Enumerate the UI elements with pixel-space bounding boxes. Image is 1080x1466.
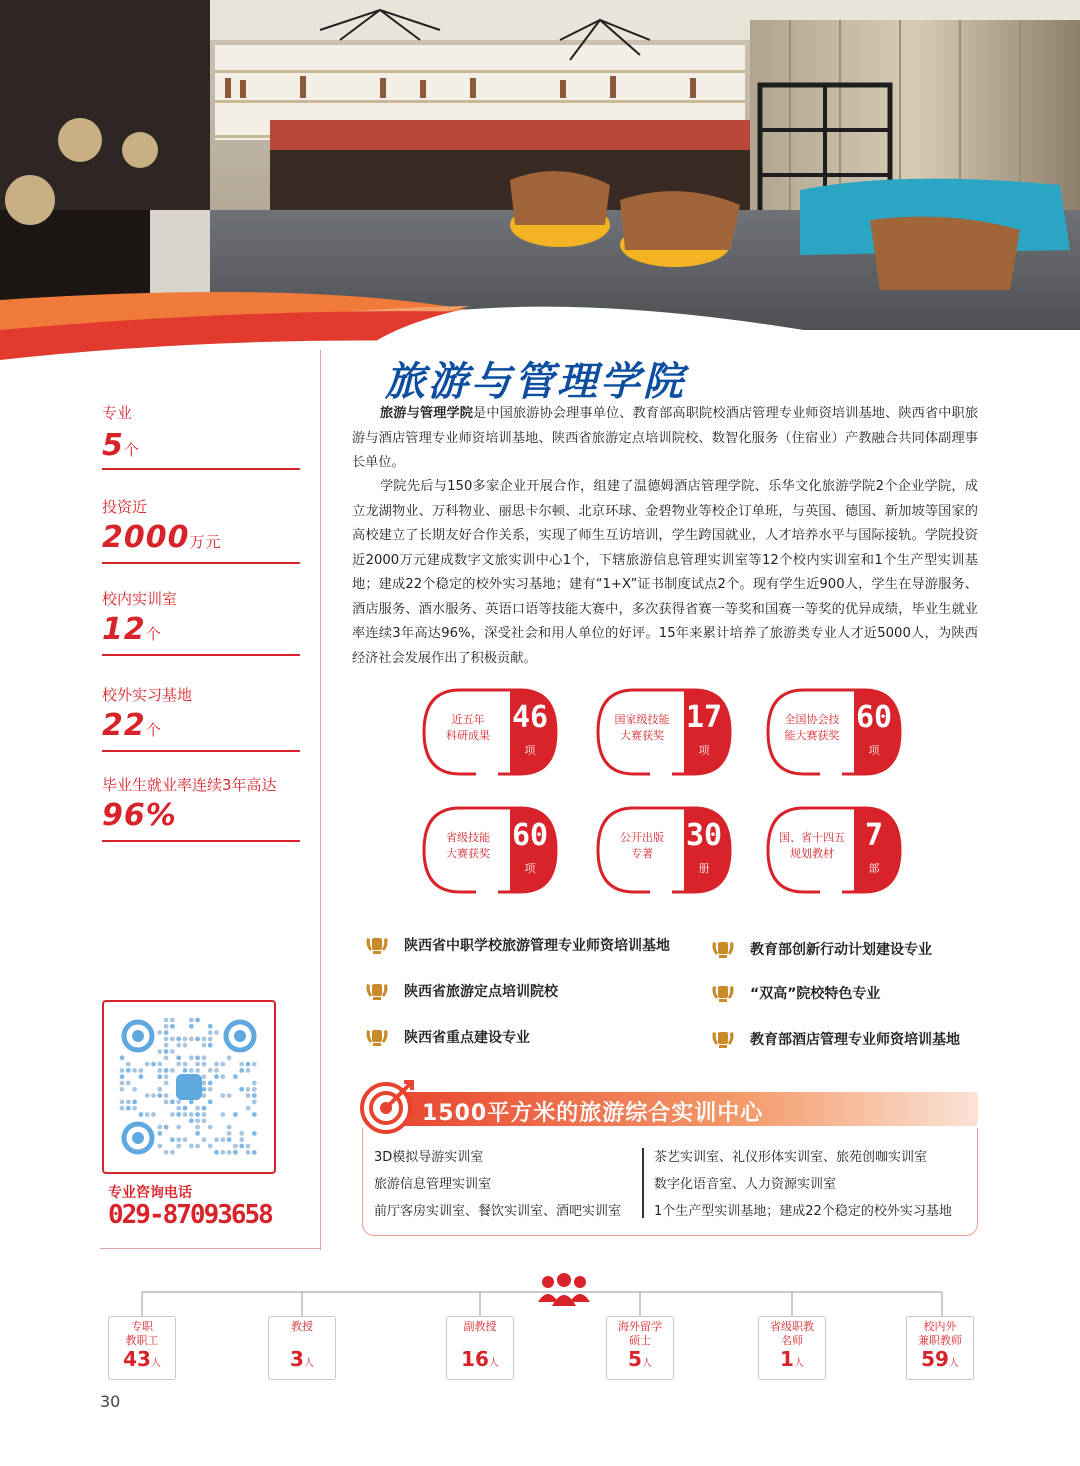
honor-item [364,1026,530,1048]
stat-label-employment: 毕业生就业率连续3年高达 [102,776,277,794]
staff-value: 43人 [123,1347,161,1371]
achievement-badge [594,804,734,896]
honor-label: 陕西省中职学校旅游管理专业师资培训基地 [404,938,670,954]
achievement-badge [420,804,560,896]
badge-label: 全国协会技 能大赛获奖 [784,713,840,742]
target-icon [360,1078,416,1134]
training-room-item: 茶艺实训室、礼仪形体实训室、旅苑创咖实训室 [654,1150,928,1165]
staff-label: 教授 [291,1320,313,1333]
achievement-badge [420,686,560,778]
training-center-title: 1500平方米的旅游综合实训中心 [422,1101,764,1126]
training-room-item: 1个生产型实训基地；建成22个稳定的校外实习基地 [654,1204,952,1219]
phone-number[interactable]: 029-87093658 [108,1200,272,1230]
staff-label: 副教授 [463,1320,497,1333]
achievement-badge [594,686,734,778]
qr-code-graphic [104,1002,274,1172]
phone-label: 专业咨询电话 [108,1185,192,1201]
badge-label: 国家级技能 大赛获奖 [614,713,670,742]
badge-value: 60 [511,818,549,853]
award-icon [710,1028,736,1050]
stat-label-labs: 校内实训室 [102,590,178,608]
stat-label-majors: 专业 [102,404,133,422]
award-icon [710,938,736,960]
achievement-badge [764,804,904,896]
page-number: 30 [100,1392,121,1411]
divider [102,468,300,470]
badge-value: 30 [685,818,723,853]
staff-value: 59人 [921,1347,959,1371]
staff-card [108,1316,176,1380]
intro-paragraph: 旅游与管理学院是中国旅游协会理事单位、教育部高职院校酒店管理专业师资培训基地、陕西省中职旅游与酒店管理专业师资培训基地、陕西省旅游定点培训院校、数智化服务（住宿业）产教融合共同体副理事长单位。 [352,406,979,470]
staff-label: 校内外 兼职教师 [918,1320,962,1347]
training-room-item: 旅游信息管理实训室 [374,1177,492,1192]
badge-unit: 项 [868,744,880,757]
badge-unit: 项 [698,744,710,757]
stat-value-employment: 96% [102,798,177,833]
badge-label: 公开出版 专著 [620,831,664,860]
staff-label: 海外留学 硕士 [618,1320,662,1347]
badge-unit: 部 [868,862,880,875]
honor-label: 教育部酒店管理专业师资培训基地 [750,1032,960,1048]
honor-label: “双高”院校特色专业 [750,986,881,1002]
staff-card [758,1316,826,1380]
stat-label-investment: 投资近 [102,498,148,516]
award-icon [364,980,390,1002]
badge-unit: 册 [698,862,710,875]
honor-item [710,982,880,1004]
staff-value: 5人 [628,1347,652,1371]
badge-value: 7 [864,818,884,853]
staff-value: 3人 [290,1347,314,1371]
staff-value: 1人 [780,1347,804,1371]
stat-value-investment: 2000万元 [102,520,222,555]
honor-label: 陕西省旅游定点培训院校 [404,984,558,1000]
staff-card [606,1316,674,1380]
training-room-item: 3D模拟导游实训室 [374,1150,484,1165]
divider [642,1148,644,1218]
award-icon [364,934,390,956]
honor-item [364,980,558,1002]
honor-item [364,934,670,956]
honor-label: 教育部创新行动计划建设专业 [750,942,932,958]
sidebar-rule [320,350,321,1250]
honor-label: 陕西省重点建设专业 [404,1030,530,1046]
staff-label: 专职 教职工 [125,1320,159,1347]
staff-card [906,1316,974,1380]
badge-value: 60 [855,700,893,735]
divider [102,654,300,656]
badge-label: 近五年 科研成果 [446,713,490,742]
stat-value-majors: 5个 [102,428,140,463]
award-icon [364,1026,390,1048]
staff-card [446,1316,514,1380]
badge-value: 17 [685,700,723,735]
staff-card [268,1316,336,1380]
divider [102,750,300,752]
detail-paragraph: 学院先后与150多家企业开展合作，组建了温德姆酒店管理学院、乐华文化旅游学院2个企业学院，成立龙湖物业、万科物业、丽思卡尔顿、北京环球、金碧物业等校企订单班，与英国、德国、新加坡等国家的高校建立了长期友好合作关系，实现了师生互访培训，学生跨国就业，人才培养水平与国际接轨。学院投资近2000万元建成数字文旅实训中心1个，下辖旅游信息管理实训室等12个校内实训室和1个生产型实训基地；建成22个稳定的校外实习基地；建有“1+X”证书制度试点2个。现有学生近900人，学生在导游服务、酒店服务、酒水服务、英语口语等技能大赛中，多次获得省赛一等奖和国赛一等奖的优异成绩，毕业生就业率连续3年高达96%，深受社会和用人单位的好评。15年来累计培养了旅游类专业人才近5000人，为陕西经济社会发展作出了积极贡献。 [352,479,978,666]
badge-value: 46 [511,700,549,735]
training-room-item: 数字化语音室、人力资源实训室 [654,1177,837,1192]
staff-label: 省级职教 名师 [770,1320,814,1347]
training-room-item: 前厅客房实训室、餐饮实训室、酒吧实训室 [374,1204,622,1219]
honor-item [710,938,932,960]
page-title: 旅游与管理学院 [385,359,686,405]
stat-value-labs: 12个 [102,612,162,647]
badge-unit: 项 [524,862,536,875]
stat-value-bases: 22个 [102,708,162,743]
badge-label: 省级技能 大赛获奖 [446,831,490,860]
achievement-badge [764,686,904,778]
award-icon [710,982,736,1004]
badge-unit: 项 [524,744,536,757]
staff-value: 16人 [461,1347,499,1371]
people-icon [534,1272,594,1308]
divider [102,562,300,564]
badge-label: 国、省十四五 规划教材 [779,831,845,860]
honor-item [710,1028,960,1050]
sidebar-rule-bottom [100,1248,320,1249]
divider [102,840,300,842]
stat-label-bases: 校外实习基地 [102,686,193,704]
qr-code[interactable] [102,1000,276,1174]
